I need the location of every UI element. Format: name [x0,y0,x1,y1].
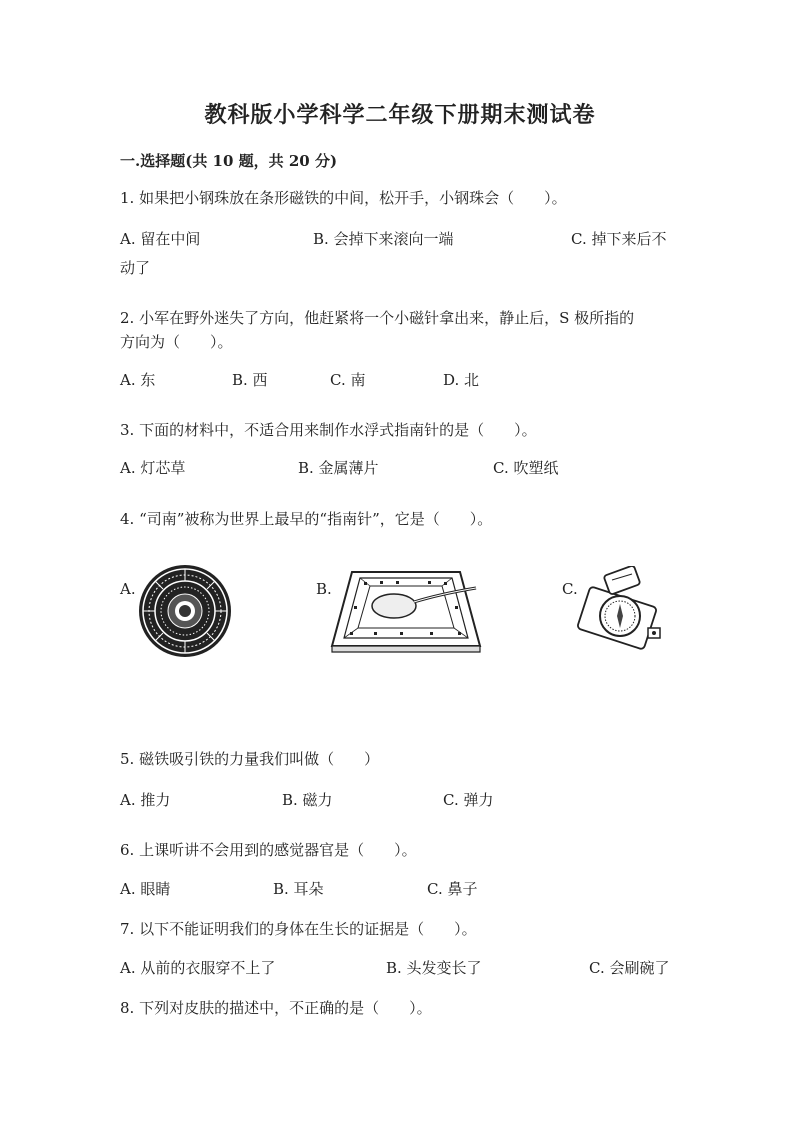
q3-option-b[interactable]: B. 金属薄片 [298,459,379,477]
q1-option-a[interactable]: A. 留在中间 [120,230,201,248]
q2-option-c[interactable]: C. 南 [330,371,366,389]
question-6: 6. 上课听讲不会用到的感觉器官是（ ）。 [120,841,417,859]
q5-option-b[interactable]: B. 磁力 [282,791,333,809]
q5-option-c[interactable]: C. 弹力 [443,791,494,809]
q3-option-c[interactable]: C. 吹塑纸 [493,459,559,477]
ornate-disc-compass-image [138,564,232,658]
q7-option-a[interactable]: A. 从前的衣服穿不上了 [120,959,276,977]
q1-option-c-continued: 动了 [120,259,151,277]
question-5: 5. 磁铁吸引铁的力量我们叫做（ ） [120,750,380,768]
q4-option-b[interactable]: B. [316,580,332,598]
question-4: 4. “司南”被称为世界上最早的“指南针”，它是（ ）。 [120,510,493,528]
page-title: 教科版小学科学二年级下册期末测试卷 [204,102,596,128]
q2-option-d[interactable]: D. 北 [443,371,480,389]
q4-option-c[interactable]: C. [562,580,578,598]
modern-compass-image [576,566,668,654]
question-8: 8. 下列对皮肤的描述中，不正确的是（ ）。 [120,999,432,1017]
section-heading: 一.选择题(共 10 题，共 20 分) [120,152,338,170]
q4-option-a[interactable]: A. [120,580,136,598]
question-1: 1. 如果把小钢珠放在条形磁铁的中间，松开手，小钢珠会（ ）。 [120,189,567,207]
q3-option-a[interactable]: A. 灯芯草 [120,459,186,477]
question-7: 7. 以下不能证明我们的身体在生长的证据是（ ）。 [120,920,477,938]
q2-option-a[interactable]: A. 东 [120,371,156,389]
sinan-spoon-board-image [330,566,482,654]
question-2-line-1: 2. 小军在野外迷失了方向，他赶紧将一个小磁针拿出来，静止后，S 极所指的 [120,309,635,327]
q5-option-a[interactable]: A. 推力 [120,791,171,809]
q6-option-c[interactable]: C. 鼻子 [427,880,478,898]
question-3: 3. 下面的材料中，不适合用来制作水浮式指南针的是（ ）。 [120,421,537,439]
q6-option-a[interactable]: A. 眼睛 [120,880,171,898]
q7-option-b[interactable]: B. 头发变长了 [386,959,482,977]
question-2-line-2: 方向为（ ）。 [120,333,233,351]
q2-option-b[interactable]: B. 西 [232,371,268,389]
q1-option-b[interactable]: B. 会掉下来滚向一端 [313,230,454,248]
q6-option-b[interactable]: B. 耳朵 [273,880,324,898]
q1-option-c[interactable]: C. 掉下来后不 [571,230,667,248]
q7-option-c[interactable]: C. 会刷碗了 [589,959,670,977]
